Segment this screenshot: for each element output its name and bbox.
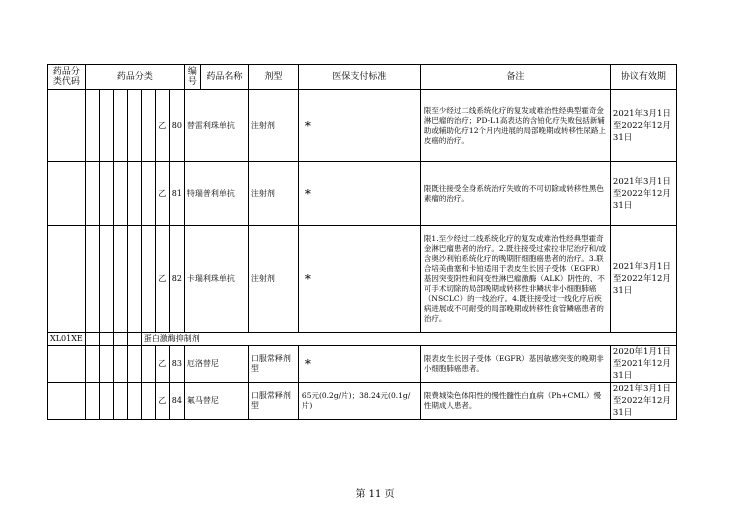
header-num: 编号: [184, 65, 200, 90]
remark-cell: 限表皮生长因子受体（EGFR）基因敏感突变的晚期非小细胞肺癌患者。: [420, 346, 610, 383]
header-category: 药品分类: [85, 65, 184, 90]
table-row: [48, 383, 677, 420]
pay-cell: *: [298, 346, 420, 383]
header-row: [48, 65, 677, 90]
pay-cell: *: [298, 226, 420, 333]
class-cell: 乙: [155, 90, 169, 162]
section-label: 蛋白激酶抑制剂: [141, 333, 676, 346]
remark-cell: 限费城染色体阳性的慢性髓性白血病（Ph+CML）慢性期成人患者。: [420, 383, 610, 420]
drug-name-cell: 特瑞普利单抗: [184, 162, 248, 226]
table-row: [48, 90, 677, 162]
table-row: [48, 226, 677, 333]
pay-cell: *: [298, 162, 420, 226]
table-row: [48, 346, 677, 383]
term-cell: 2021年3月1日至2022年12月31日: [610, 383, 676, 420]
pay-cell: *: [298, 90, 420, 162]
term-cell: 2020年1月1日至2021年12月31日: [610, 346, 676, 383]
num-cell: 84: [169, 383, 184, 420]
num-cell: 80: [169, 90, 184, 162]
term-cell: 2021年3月1日至2022年12月31日: [610, 162, 676, 226]
header-pay: 医保支付标准: [298, 65, 420, 90]
class-cell: 乙: [155, 162, 169, 226]
header-code: 药品分类代码: [48, 65, 86, 90]
drug-name-cell: 替雷利珠单抗: [184, 90, 248, 162]
table-row: [48, 162, 677, 226]
remark-cell: 限既往接受全身系统治疗失败的不可切除或转移性黑色素瘤的治疗。: [420, 162, 610, 226]
pay-cell: 65元(0.2g/片)；38.24元(0.1g/片): [298, 383, 420, 420]
term-cell: 2021年3月1日至2022年12月31日: [610, 90, 676, 162]
section-row: [48, 333, 677, 346]
header-form: 剂型: [248, 65, 298, 90]
num-cell: 81: [169, 162, 184, 226]
page-number: 第 11 页: [355, 489, 395, 500]
drug-name-cell: 氟马替尼: [184, 383, 248, 420]
form-cell: 口服常释剂型: [248, 346, 298, 383]
form-cell: 注射剂: [248, 226, 298, 333]
form-cell: 口服常释剂型: [248, 383, 298, 420]
header-term: 协议有效期: [610, 65, 676, 90]
section-code: XL01XE: [48, 333, 86, 346]
drug-name-cell: 厄洛替尼: [184, 346, 248, 383]
form-cell: 注射剂: [248, 90, 298, 162]
drug-table: [47, 64, 677, 420]
header-remark: 备注: [420, 65, 610, 90]
num-cell: 83: [169, 346, 184, 383]
class-cell: 乙: [155, 226, 169, 333]
term-cell: 2021年3月1日至2022年12月31日: [610, 226, 676, 333]
class-cell: 乙: [155, 346, 169, 383]
class-cell: 乙: [155, 383, 169, 420]
remark-cell: 限至少经过二线系统化疗的复发或难治性经典型霍奇金淋巴瘤的治疗；PD-L1高表达的含铂化疗失败包括新辅助或辅助化疗12个月内进展的局部晚期或转移性尿路上皮癌的治疗。: [420, 90, 610, 162]
drug-name-cell: 卡瑞利珠单抗: [184, 226, 248, 333]
remark-cell: 限1.至少经过二线系统化疗的复发或难治性经典型霍奇金淋巴瘤患者的治疗。2.既往接受过索拉非尼治疗和/或含奥沙利铂系统化疗的晚期肝细胞癌患者的治疗。3.联合培美曲塞和卡铂适用于表皮生长因子受体（EGFR）基因突变阴性和间变性淋巴瘤激酶（ALK）阴性的、不可手术切除的局部晚期或转移性非鳞状非小细胞肺癌（NSCLC）的一线治疗。4.既往接受过一线化疗后疾病进展或不可耐受的局部晚期或转移性食管鳞癌患者的治疗。: [420, 226, 610, 333]
header-name: 药品名称: [200, 65, 248, 90]
form-cell: 注射剂: [248, 162, 298, 226]
num-cell: 82: [169, 226, 184, 333]
